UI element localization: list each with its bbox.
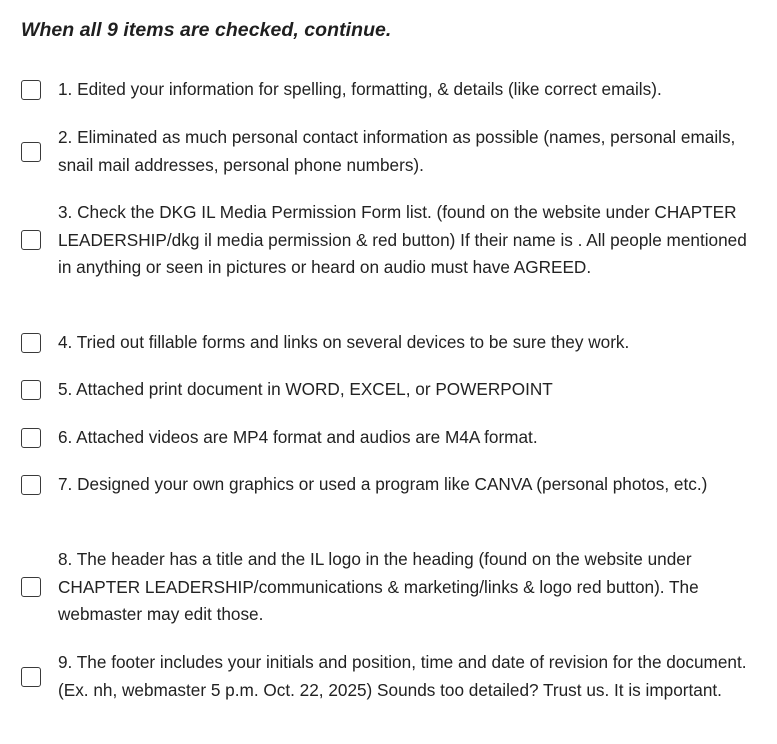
checklist-item-4[interactable] [21,329,761,357]
checklist-item-7[interactable] [21,471,761,499]
checkbox-item-5[interactable] [21,380,41,400]
checklist-item-5[interactable] [21,376,761,404]
checklist-item-1[interactable] [21,76,761,104]
checklist-item-9-label: 9. The footer includes your initials and position, time and date of revision for the document. (Ex. nh, webmaster 5 p.m. Oct. 22, 2025) Sounds too detailed? Trust us. It is important. [58,652,747,700]
checkbox-item-9[interactable] [21,667,41,687]
checklist-item-3-label: 3. Check the DKG IL Media Permission Form list. (found on the website under CHAPTER LEADERSHIP/dkg il media permission & red button) If their name is . All people mentioned in anything or seen in pictures or heard on audio must have AGREED. [58,202,747,277]
checkbox-item-4[interactable] [21,333,41,353]
checkbox-item-2[interactable] [21,142,41,162]
checklist-item-6[interactable] [21,424,761,452]
checklist-heading: When all 9 items are checked, continue. [21,19,392,41]
checkbox-item-8[interactable] [21,577,41,597]
checklist-item-4-label: 4. Tried out fillable forms and links on several devices to be sure they work. [58,332,630,352]
checklist-item-1-label: 1. Edited your information for spelling, formatting, & details (like correct emails). [58,79,662,99]
checklist-item-2-label: 2. Eliminated as much personal contact information as possible (names, personal emails, snail mail addresses, personal phone numbers). [58,127,736,175]
checklist-item-8-label: 8. The header has a title and the IL logo in the heading (found on the website under CHAPTER LEADERSHIP/communications & marketing/links & logo red button). The webmaster may edit those. [58,549,699,624]
checkbox-item-7[interactable] [21,475,41,495]
checklist-item-5-label: 5. Attached print document in WORD, EXCEL, or POWERPOINT [58,379,553,399]
checklist-item-2[interactable] [21,124,761,179]
checklist-item-6-label: 6. Attached videos are MP4 format and audios are M4A format. [58,427,538,447]
checklist-item-3[interactable] [21,199,761,282]
checkbox-item-3[interactable] [21,230,41,250]
checkbox-item-6[interactable] [21,428,41,448]
checklist-item-7-label: 7. Designed your own graphics or used a program like CANVA (personal photos, etc.) [58,474,708,494]
checkbox-item-1[interactable] [21,80,41,100]
checklist-item-8[interactable] [21,546,761,629]
checklist-item-9[interactable] [21,649,761,704]
